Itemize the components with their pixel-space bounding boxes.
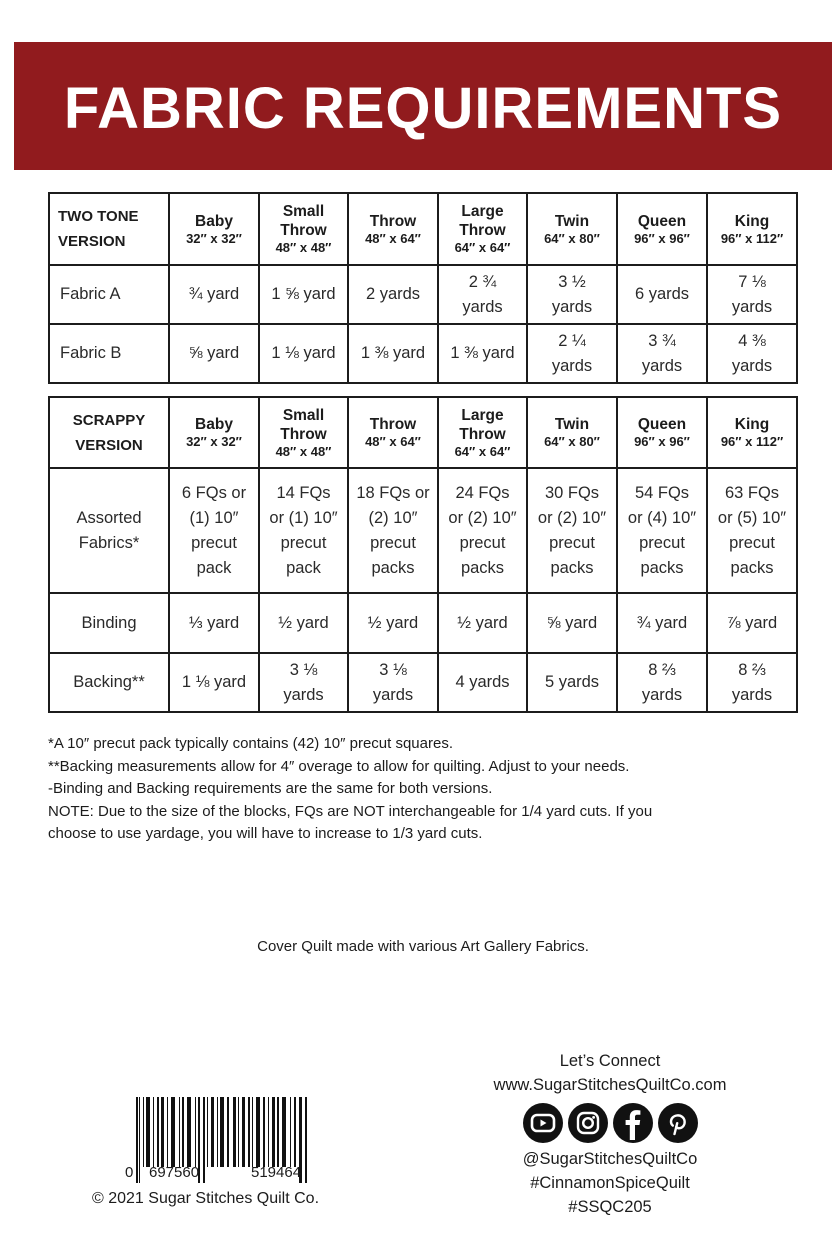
table-row-backing xyxy=(49,653,797,712)
size-dims: 96″ x 96″ xyxy=(634,434,690,449)
table-cell xyxy=(438,593,527,653)
copyright: © 2021 Sugar Stitches Quilt Co. xyxy=(92,1190,320,1207)
barcode-bar xyxy=(146,1097,150,1167)
barcode-bar xyxy=(227,1097,229,1167)
cell-line: (1) 10″ xyxy=(189,508,239,527)
size-header-queen xyxy=(617,397,707,468)
table-cell xyxy=(617,593,707,653)
barcode-bar xyxy=(294,1097,296,1167)
barcode-bar xyxy=(139,1097,140,1183)
size-header-small-throw xyxy=(259,397,348,468)
size-header-twin xyxy=(527,193,617,265)
size-header-baby xyxy=(169,193,259,265)
barcode-bar xyxy=(220,1097,224,1167)
cover-note: Cover Quilt made with various Art Gallery Fabrics. xyxy=(257,938,589,955)
cell-line: packs xyxy=(371,558,415,577)
scrappy-table xyxy=(48,396,798,713)
cell-line: 4 yards xyxy=(455,673,510,691)
cell-line: 3 ½ xyxy=(558,272,586,291)
cell-line: yards xyxy=(462,297,503,316)
cell-line: 3 ⅛ xyxy=(379,660,407,679)
pinterest-icon[interactable] xyxy=(658,1103,698,1143)
table-row-fabric-a xyxy=(49,265,797,324)
size-name: Queen xyxy=(637,212,687,230)
cell-line: 1 ⅜ yard xyxy=(450,344,515,362)
barcode-bar xyxy=(207,1097,208,1167)
barcode-bar xyxy=(203,1097,205,1183)
barcode-bar xyxy=(211,1097,214,1167)
size-dims: 48″ x 64″ xyxy=(365,230,421,246)
table-cell xyxy=(438,265,527,324)
cell-line: precut xyxy=(639,533,685,552)
size-header-king xyxy=(707,193,797,265)
barcode-bar xyxy=(305,1097,307,1183)
connect-heading: Let’s Connect xyxy=(559,1052,661,1070)
size-header-large-throw xyxy=(438,397,527,468)
cell-line: 1 ⅜ yard xyxy=(360,344,426,362)
row-label-line: Binding xyxy=(81,613,137,632)
size-header-throw xyxy=(348,193,438,265)
table-header-row xyxy=(49,193,797,265)
youtube-icon[interactable] xyxy=(523,1103,563,1143)
cell-line: precut xyxy=(280,533,327,552)
barcode-bar xyxy=(242,1097,245,1167)
cell-line: packs xyxy=(460,558,505,577)
barcode-bar xyxy=(272,1097,275,1167)
cell-line: precut xyxy=(459,533,506,552)
cell-line: 24 FQs xyxy=(455,483,510,502)
barcode-bar xyxy=(136,1097,138,1183)
size-name: Throw xyxy=(369,212,417,230)
table-cell xyxy=(259,265,348,324)
table-cell xyxy=(259,324,348,383)
cell-line: ¾ yard xyxy=(636,613,688,632)
size-name: Throw xyxy=(459,222,506,239)
cell-line: 3 ¾ xyxy=(648,331,676,350)
barcode-right-digits: 519464 xyxy=(251,1164,302,1181)
table-cell xyxy=(438,468,527,593)
footnote: NOTE: Due to the size of the blocks, FQs are NOT interchangeable for 1/4 yard cuts. If you xyxy=(48,802,653,820)
table-cell xyxy=(707,468,797,593)
cell-line: 30 FQs xyxy=(544,483,600,502)
row-label-line: Backing** xyxy=(73,673,145,691)
cell-line: pack xyxy=(286,558,321,577)
row-label xyxy=(49,653,169,712)
cell-line: 2 yards xyxy=(365,285,421,303)
cell-line: or (4) 10″ xyxy=(627,508,697,527)
table-cell xyxy=(707,324,797,383)
size-header-twin xyxy=(527,397,617,468)
size-name: Queen xyxy=(637,416,687,433)
size-name: Throw xyxy=(280,222,327,239)
barcode-bar xyxy=(161,1097,164,1167)
size-dims: 64″ x 64″ xyxy=(454,443,511,459)
connect-block xyxy=(440,1049,780,1219)
barcode-lead-digit: 0 xyxy=(125,1164,134,1181)
size-header-queen xyxy=(617,193,707,265)
cell-line: 1 ⅝ yard xyxy=(271,285,336,303)
barcode-bar xyxy=(187,1097,191,1167)
barcode-bar xyxy=(282,1097,286,1167)
cell-line: 5 yards xyxy=(544,673,600,691)
size-header-throw xyxy=(348,397,438,468)
size-name: Large xyxy=(461,406,504,424)
size-header-baby xyxy=(169,397,259,468)
barcode-bar xyxy=(143,1097,144,1167)
cell-line: 2 ¼ xyxy=(558,331,586,350)
version-label xyxy=(49,397,169,468)
cell-line: precut xyxy=(549,533,595,552)
version-label-line: VERSION xyxy=(58,233,126,250)
social-icons xyxy=(440,1103,780,1143)
barcode-bar xyxy=(248,1097,250,1167)
barcode-bar xyxy=(256,1097,260,1167)
cell-line: ¾ yard xyxy=(188,285,240,303)
row-label-line: Fabrics* xyxy=(78,533,140,552)
cell-line: yards xyxy=(731,356,773,375)
barcode-bar xyxy=(238,1097,239,1167)
table-cell xyxy=(169,593,259,653)
footnote: -Binding and Backing requirements are the same for both versions. xyxy=(48,780,493,797)
cell-line: pack xyxy=(196,558,232,577)
size-name: King xyxy=(734,416,770,433)
social-handle: @SugarStitchesQuiltCo xyxy=(522,1150,698,1168)
table-cell xyxy=(527,593,617,653)
size-dims: 32″ x 32″ xyxy=(186,230,242,246)
cell-line: 8 ⅔ xyxy=(738,660,766,679)
size-name: King xyxy=(734,212,770,230)
cell-line: ½ yard xyxy=(278,613,329,632)
cell-line: precut xyxy=(370,533,416,552)
cell-line: 1 ⅛ yard xyxy=(271,344,336,362)
cell-line: 6 yards xyxy=(634,285,690,303)
cell-line: or (2) 10″ xyxy=(537,508,607,527)
cell-line: yards xyxy=(641,685,683,704)
table-cell xyxy=(169,324,259,383)
table-cell xyxy=(169,653,259,712)
cell-line: yards xyxy=(372,685,414,704)
size-name: Throw xyxy=(369,416,417,433)
table-cell xyxy=(348,265,438,324)
table-cell xyxy=(259,653,348,712)
facebook-icon[interactable] xyxy=(613,1103,653,1143)
cell-line: 8 ⅔ xyxy=(648,660,676,679)
barcode-bar xyxy=(290,1097,291,1167)
row-label xyxy=(49,468,169,593)
cell-line: packs xyxy=(730,558,774,577)
table-cell xyxy=(259,468,348,593)
cell-line: ⅓ yard xyxy=(188,613,240,632)
table-cell xyxy=(348,653,438,712)
size-dims: 96″ x 112″ xyxy=(720,230,784,246)
two-tone-table xyxy=(48,192,798,384)
hashtag: #SSQC205 xyxy=(568,1198,652,1216)
cell-line: ⅝ yard xyxy=(546,613,598,632)
row-label: Fabric A xyxy=(49,265,169,324)
cell-line: ½ yard xyxy=(367,613,419,632)
cell-line: yards xyxy=(731,297,773,316)
table-cell xyxy=(707,265,797,324)
table-cell xyxy=(617,265,707,324)
cell-line: or (5) 10″ xyxy=(717,508,787,527)
table-header-row xyxy=(49,397,797,468)
barcode-bar xyxy=(268,1097,269,1167)
size-name: Twin xyxy=(554,416,590,433)
size-header-large-throw xyxy=(438,193,527,265)
barcode-bar xyxy=(153,1097,154,1167)
cell-line: ⅞ yard xyxy=(726,613,778,632)
table-cell xyxy=(617,468,707,593)
version-label-line: VERSION xyxy=(75,436,143,454)
size-dims: 48″ x 48″ xyxy=(275,443,332,459)
size-name: Throw xyxy=(280,425,327,443)
row-label: Fabric B xyxy=(49,324,169,383)
table-cell xyxy=(438,653,527,712)
size-name: Baby xyxy=(195,212,233,230)
table-row-assorted-fabrics xyxy=(49,468,797,593)
size-dims: 96″ x 112″ xyxy=(720,434,784,449)
size-name: Twin xyxy=(554,212,590,230)
table-cell xyxy=(259,593,348,653)
barcode-bar xyxy=(263,1097,265,1167)
cell-line: yards xyxy=(551,356,593,375)
barcode-bar xyxy=(217,1097,218,1167)
cell-line: 2 ¾ xyxy=(468,272,497,291)
cell-line: or (2) 10″ xyxy=(448,508,517,527)
table-cell xyxy=(707,653,797,712)
cell-line: 1 ⅛ yard xyxy=(181,673,247,691)
size-dims: 64″ x 64″ xyxy=(454,240,511,255)
cell-line: 63 FQs xyxy=(724,483,780,502)
table-cell xyxy=(348,324,438,383)
size-header-king xyxy=(707,397,797,468)
cell-line: ⅝ yard xyxy=(188,344,240,362)
size-name: Small xyxy=(282,203,325,220)
cell-line: 18 FQs or xyxy=(356,483,430,502)
version-label-line: SCRAPPY xyxy=(72,411,146,429)
table-cell xyxy=(169,468,259,593)
size-dims: 64″ x 80″ xyxy=(544,230,600,246)
cell-line: 14 FQs xyxy=(276,483,331,502)
table-cell xyxy=(169,265,259,324)
cell-line: (2) 10″ xyxy=(368,508,418,527)
title-banner xyxy=(14,42,832,170)
cell-line: or (1) 10″ xyxy=(269,508,338,527)
cell-line: yards xyxy=(731,685,773,704)
table-row-fabric-b xyxy=(49,324,797,383)
version-label xyxy=(49,193,169,265)
table-cell xyxy=(527,653,617,712)
row-label xyxy=(49,593,169,653)
table-cell xyxy=(707,593,797,653)
barcode-bar xyxy=(182,1097,184,1167)
size-header-small-throw xyxy=(259,193,348,265)
page-title: FABRIC REQUIREMENTS xyxy=(63,75,783,141)
table-row-binding xyxy=(49,593,797,653)
cell-line: yards xyxy=(641,356,683,375)
table-cell xyxy=(527,324,617,383)
cell-line: ½ yard xyxy=(457,613,508,632)
size-name: Small xyxy=(282,406,325,424)
footnotes xyxy=(48,733,808,846)
table-cell xyxy=(527,265,617,324)
table-cell xyxy=(617,653,707,712)
size-name: Baby xyxy=(195,416,233,433)
table-cell xyxy=(438,324,527,383)
barcode-bar xyxy=(252,1097,253,1167)
cell-line: 3 ⅛ xyxy=(289,660,318,679)
website-link[interactable]: www.SugarStitchesQuiltCo.com xyxy=(493,1076,727,1094)
table-cell xyxy=(617,324,707,383)
cell-line: packs xyxy=(640,558,684,577)
cell-line: 54 FQs xyxy=(634,483,690,502)
footnote: choose to use yardage, you will have to increase to 1/3 yard cuts. xyxy=(48,825,483,842)
size-dims: 96″ x 96″ xyxy=(634,230,690,246)
cell-line: yards xyxy=(283,685,324,704)
size-dims: 48″ x 64″ xyxy=(365,434,421,449)
version-label-line: TWO TONE xyxy=(58,208,139,225)
table-cell xyxy=(527,468,617,593)
barcode-bar xyxy=(171,1097,175,1167)
barcode-bar xyxy=(157,1097,159,1167)
barcode-bar xyxy=(167,1097,168,1167)
size-name: Large xyxy=(461,203,504,220)
cell-line: 7 ⅛ xyxy=(738,272,766,291)
size-dims: 32″ x 32″ xyxy=(186,434,242,449)
size-dims: 48″ x 48″ xyxy=(275,240,332,255)
hashtag: #CinnamonSpiceQuilt xyxy=(530,1174,690,1192)
barcode-bar xyxy=(195,1097,196,1167)
cell-line: precut xyxy=(729,533,775,552)
cell-line: packs xyxy=(550,558,594,577)
size-dims: 64″ x 80″ xyxy=(544,434,600,449)
cell-line: 6 FQs or xyxy=(181,483,247,502)
cell-line: yards xyxy=(551,297,593,316)
row-label-line: Assorted xyxy=(76,508,142,527)
footnote: *A 10″ precut pack typically contains (42) 10″ precut squares. xyxy=(48,735,453,752)
footnote: **Backing measurements allow for 4″ overage to allow for quilting. Adjust to your needs. xyxy=(48,757,630,775)
size-name: Throw xyxy=(459,425,506,443)
cell-line: 4 ⅜ xyxy=(738,331,766,350)
table-cell xyxy=(348,468,438,593)
barcode-left-digits: 697560 xyxy=(149,1164,200,1181)
table-cell xyxy=(348,593,438,653)
barcode-bar xyxy=(277,1097,279,1167)
barcode-bar xyxy=(233,1097,236,1167)
cell-line: precut xyxy=(191,533,237,552)
instagram-icon[interactable] xyxy=(568,1103,608,1143)
barcode-bar xyxy=(179,1097,180,1167)
